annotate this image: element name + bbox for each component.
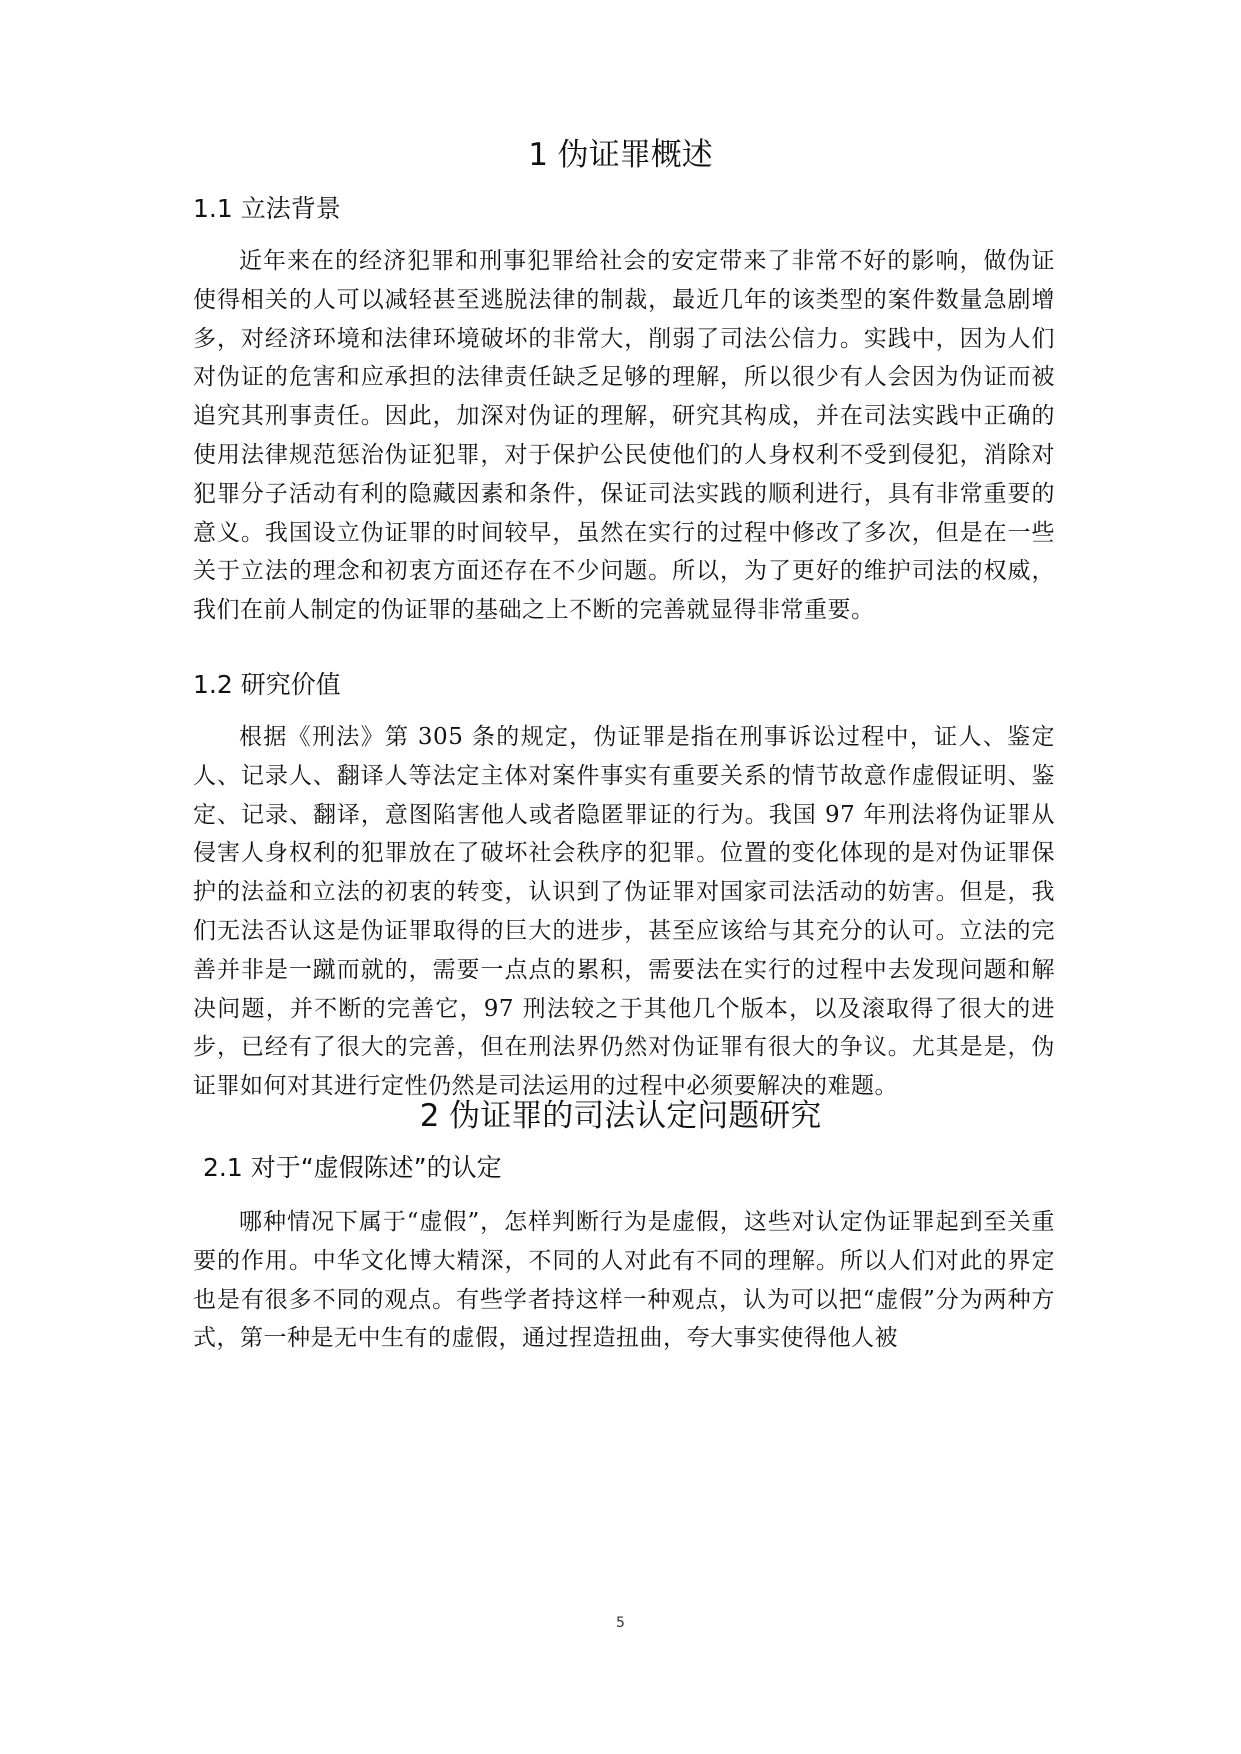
- chapter-2-title: 2 伪证罪的司法认定问题研究: [419, 1098, 822, 1134]
- section-1-1-title: 1.1 立法背景: [193, 194, 341, 223]
- section-1-1-paragraph: 近年来在的经济犯罪和刑事犯罪给社会的安定带来了非常不好的影响，做伪证使得相关的人可以减轻甚至逃脱法律的制裁，最近几年的该类型的案件数量急剧增多，对经济环境和法律环境破坏的非常大，削弱了司法公信力。实践中，因为人们对伪证的危害和应承担的法律责任缺乏足够的理解，所以很少有人会因为伪证而被追究其刑事责任。因此，加深对伪证的理解，研究其构成，并在司法实践中正确的使用法律规范惩治伪证犯罪，对于保护公民使他们的人身权利不受到侵犯，消除对犯罪分子活动有利的隐藏因素和条件，保证司法实践的顺利进行，具有非常重要的意义。我国设立伪证罪的时间较早，虽然在实行的过程中修改了多次，但是在一些关于立法的理念和初衷方面还存在不少问题。所以，为了更好的维护司法的权威，我们在前人制定的伪证罪的基础之上不断的完善就显得非常重要。: [193, 248, 1055, 624]
- section-2-1-title: 2.1 对于“虚假陈述”的认定: [203, 1153, 502, 1182]
- page-number: 5: [616, 1615, 625, 1631]
- section-1-2-paragraph: 根据《刑法》第 305 条的规定，伪证罪是指在刑事诉讼过程中，证人、鉴定人、记录人、翻译人等法定主体对案件事实有重要关系的情节故意作虚假证明、鉴定、记录、翻译，意图陷害他人或者隐匿罪证的行为。我国 97 年刑法将伪证罪从侵害人身权利的犯罪放在了破坏社会秩序的犯罪。位置的变化体现的是对伪证罪保护的法益和立法的初衷的转变，认识到了伪证罪对国家司法活动的妨害。但是，我们无法否认这是伪证罪取得的巨大的进步，甚至应该给与其充分的认可。立法的完善并非是一蹴而就的，需要一点点的累积，需要法在实行的过程中去发现问题和解决问题，并不断的完善它，97 刑法较之于其他几个版本，以及滚取得了很大的进步，已经有了很大的完善，但在刑法界仍然对伪证罪有很大的争议。尤其是是，伪证罪如何对其进行定性仍然是司法运用的过程中必须要解决的难题。: [193, 724, 1055, 1100]
- section-1-2-title: 1.2 研究价值: [193, 670, 341, 699]
- section-2-1-paragraph: 哪种情况下属于“虚假”，怎样判断行为是虚假，这些对认定伪证罪起到至关重要的作用。中华文化博大精深，不同的人对此有不同的理解。所以人们对此的界定也是有很多不同的观点。有些学者持这样一种观点，认为可以把“虚假”分为两种方式，第一种是无中生有的虚假，通过捏造扭曲，夸大事实使得他人被: [193, 1209, 1055, 1352]
- chapter-1-title: 1 伪证罪概述: [528, 137, 713, 173]
